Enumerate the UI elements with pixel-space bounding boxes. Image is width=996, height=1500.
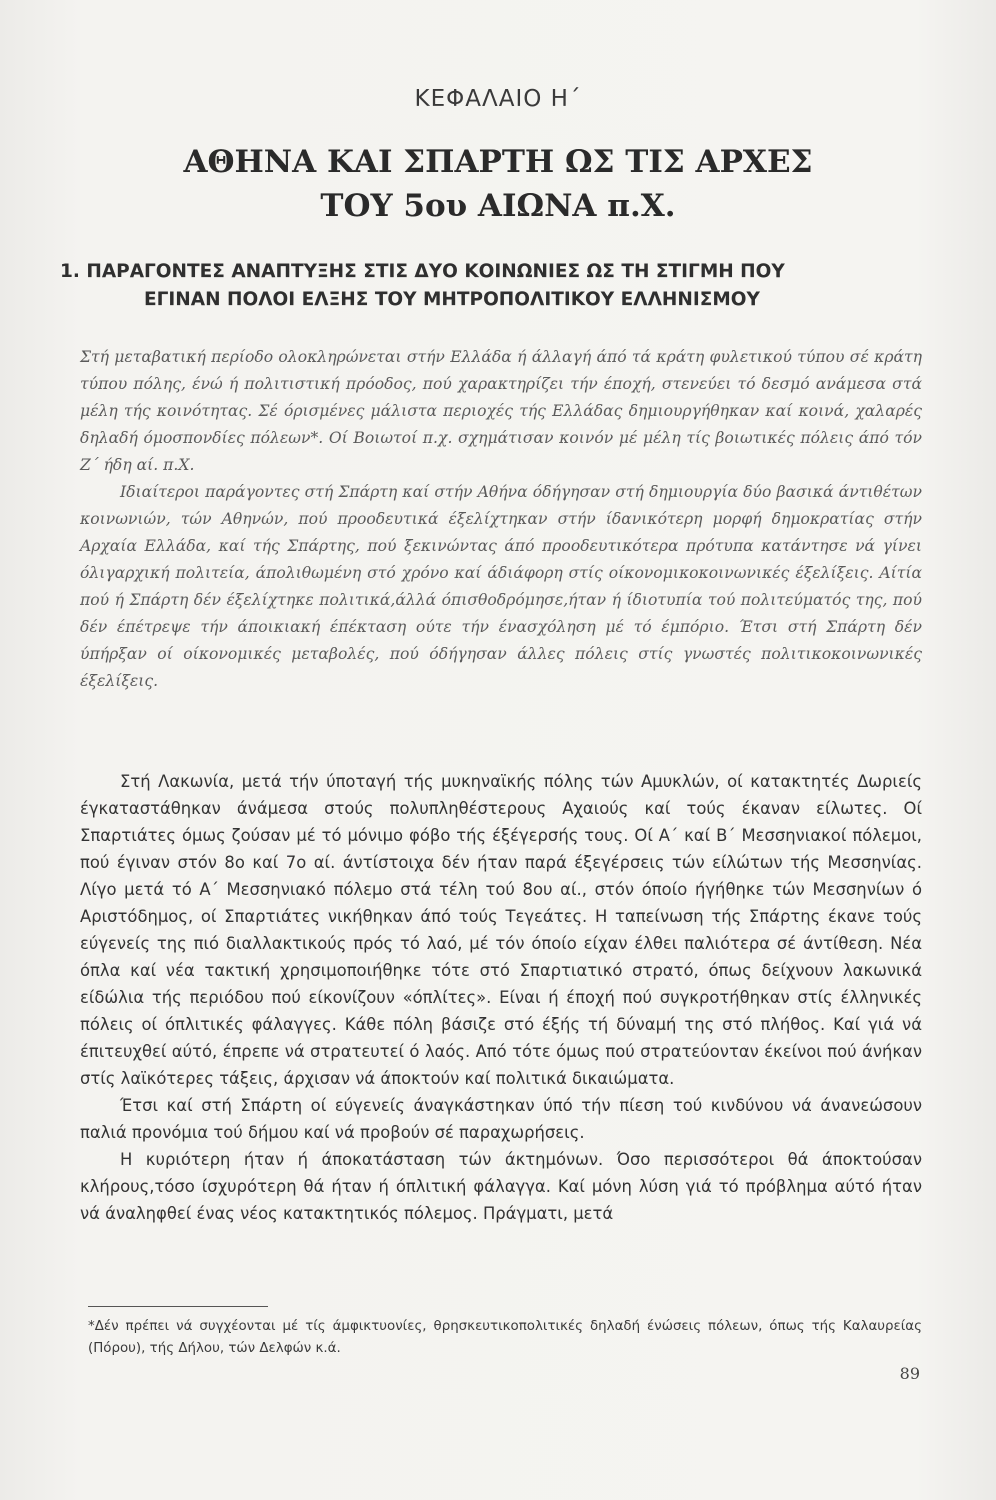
footnote-divider bbox=[88, 1306, 268, 1307]
footnote: *Δέν πρέπει νά συγχέονται μέ τίς άμφικτυονίες, θρησκευτικοπολιτικές δηλαδή ένώσεις πόλεων, όπως τής Καλαυρείας (Πόρου), τής Δήλου, τών Δελφών κ.ά. bbox=[88, 1319, 922, 1356]
section-heading bbox=[60, 258, 940, 314]
body-text bbox=[80, 768, 922, 1227]
body-paragraph: Η κυριότερη ήταν ή άποκατάσταση τών άκτημόνων. Όσο περισσότεροι θά άποκτούσαν κλήρους,τόσο ίσχυρότερη θά ήταν ή όπλιτική φάλαγγα. Καί μόνη λύση γιά τό πρόβλημα αύτό ήταν νά άναληφθεί ένας νέος κατακτητικός πόλεμος. Πράγματι, μετά bbox=[80, 1150, 922, 1223]
chapter-title bbox=[0, 140, 996, 228]
body-paragraph: Στή Λακωνία, μετά τήν ύποταγή τής μυκηναϊκής πόλης τών Αμυκλών, οί κατακτητές Δωριείς έγκαταστάθηκαν άνάμεσα στούς πολυπληθέστερους Αχαιούς καί τούς έκαναν είλωτες. Οί Σπαρτιάτες όμως ζούσαν μέ τό μόνιμο φόβο τής έξέγερσής τους. Οί Α΄ καί Β΄ Μεσσηνιακοί πόλεμοι, πού έγιναν στόν 8ο καί 7ο αί. άντίστοιχα δέν ήταν παρά έξεγέρσεις τών είλώτων τής Μεσσηνίας. Λίγο μετά τό Α΄ Μεσσηνιακό πόλεμο στά τέλη τού 8ου αί., στόν όποίο ήγήθηκε τών Μεσσηνίων ό Αριστόδημος, οί Σπαρτιάτες νικήθηκαν άπό τούς Τεγεάτες. Η ταπείνωση τής Σπάρτης έκανε τούς εύγενείς της πιό διαλλακτικούς πρός τό λαό, μέ τόν όποίο είχαν έλθει παλιότερα σέ άντίθεση. Νέα όπλα καί νέα τακτική χρησιμοποιήθηκε τότε στό Σπαρτιατικό στρατό, όπως δείχνουν λακωνικά είδώλια τής περιόδου πού είκονίζουν «όπλίτες». Είναι ή έποχή πού συγκροτήθηκαν στίς έλληνικές πόλεις οί όπλιτικές φάλαγγες. Κάθε πόλη βάσιζε στό έξής τή δύναμή της στό πλήθος. Καί γιά νά έπιτευχθεί αύτό, έπρεπε νά στρατευτεί ό λαός. Από τότε όμως πού στρατεύονταν έκείνοι πού άνήκαν στίς λαϊκότερες τάξεις, άρχισαν νά άποκτούν καί πολιτικά δικαιώματα. bbox=[80, 772, 922, 1088]
intro-italic-block bbox=[80, 344, 922, 695]
chapter-title-line2: ΤΟΥ 5ου ΑΙΩΝΑ π.Χ. bbox=[320, 188, 676, 224]
section-heading-line2: ΕΓΙΝΑΝ ΠΟΛΟΙ ΕΛΞΗΣ ΤΟΥ ΜΗΤΡΟΠΟΛΙΤΙΚΟΥ ΕΛΛΗΝΙΣΜΟΥ bbox=[144, 289, 760, 310]
chapter-title-line1: ΑΘΗΝΑ ΚΑΙ ΣΠΑΡΤΗ ΩΣ ΤΙΣ ΑΡΧΕΣ bbox=[183, 144, 813, 180]
section-heading-line1: 1. ΠΑΡΑΓΟΝΤΕΣ ΑΝΑΠΤΥΞΗΣ ΣΤΙΣ ΔΥΟ ΚΟΙΝΩΝΙΕΣ ΩΣ ΤΗ ΣΤΙΓΜΗ ΠΟΥ bbox=[60, 261, 785, 282]
chapter-label: ΚΕΦΑΛΑΙΟ Η΄ bbox=[414, 86, 582, 112]
intro-paragraph: Στή μεταβατική περίοδο ολοκληρώνεται στήν Ελλάδα ή άλλαγή άπό τά κράτη φυλετικού τύπου σέ κράτη τύπου πόλης, ένώ ή πολιτιστική πρόοδος, πού χαρακτηρίζει τήν έποχή, στενεύει τό δεσμό ανάμεσα στά μέλη τής κοινότητας. Σέ όρισμένες μάλιστα περιοχές τής Ελλάδας δημιουργήθηκαν καί κοινά, χαλαρές δηλαδή όμοσπονδίες πόλεων*. Οί Βοιωτοί π.χ. σχημάτισαν κοινόν μέ μέλη τίς βοιωτικές πόλεις άπό τόν Ζ΄ ήδη αί. π.Χ. bbox=[80, 348, 922, 474]
body-paragraph: Έτσι καί στή Σπάρτη οί εύγενείς άναγκάστηκαν ύπό τήν πίεση τού κινδύνου νά άνανεώσουν παλιά προνόμια τού δήμου καί νά προβούν σέ παραχωρήσεις. bbox=[80, 1096, 922, 1142]
intro-paragraph: Ιδιαίτεροι παράγοντες στή Σπάρτη καί στήν Αθήνα όδήγησαν στή δημιουργία δύο βασικά άντιθέτων κοινωνιών, τών Αθηνών, πού προοδευτικά έξελίχτηκαν στήν ίδανικότερη μορφή δημοκρατίας στήν Αρχαία Ελλάδα, καί τής Σπάρτης, πού ξεκινώντας άπό προοδευτικότερα πρότυπα κατάντησε νά γίνει όλιγαρχική πολιτεία, άπολιθωμένη στό χρόνο καί άδιάφορη στίς οίκονομικοκοινωνικές έξελίξεις. Αίτία πού ή Σπάρτη δέν έξελίχτηκε πολιτικά,άλλά όπισθοδρόμησε,ήταν ή ίδιοτυπία τού πολιτεύματός της, πού δέν έπέτρεψε τήν άποικιακή έπέκταση ούτε τήν ένασχόληση μέ τό έμπόριο. Έτσι στή Σπάρτη δέν ύπήρξαν οί οίκονομικές μεταβολές, πού όδήγησαν άλλες πόλεις στίς γνωστές πολιτικοκοινωνικές έξελίξεις. bbox=[80, 483, 922, 690]
page-number: 89 bbox=[899, 1364, 920, 1383]
